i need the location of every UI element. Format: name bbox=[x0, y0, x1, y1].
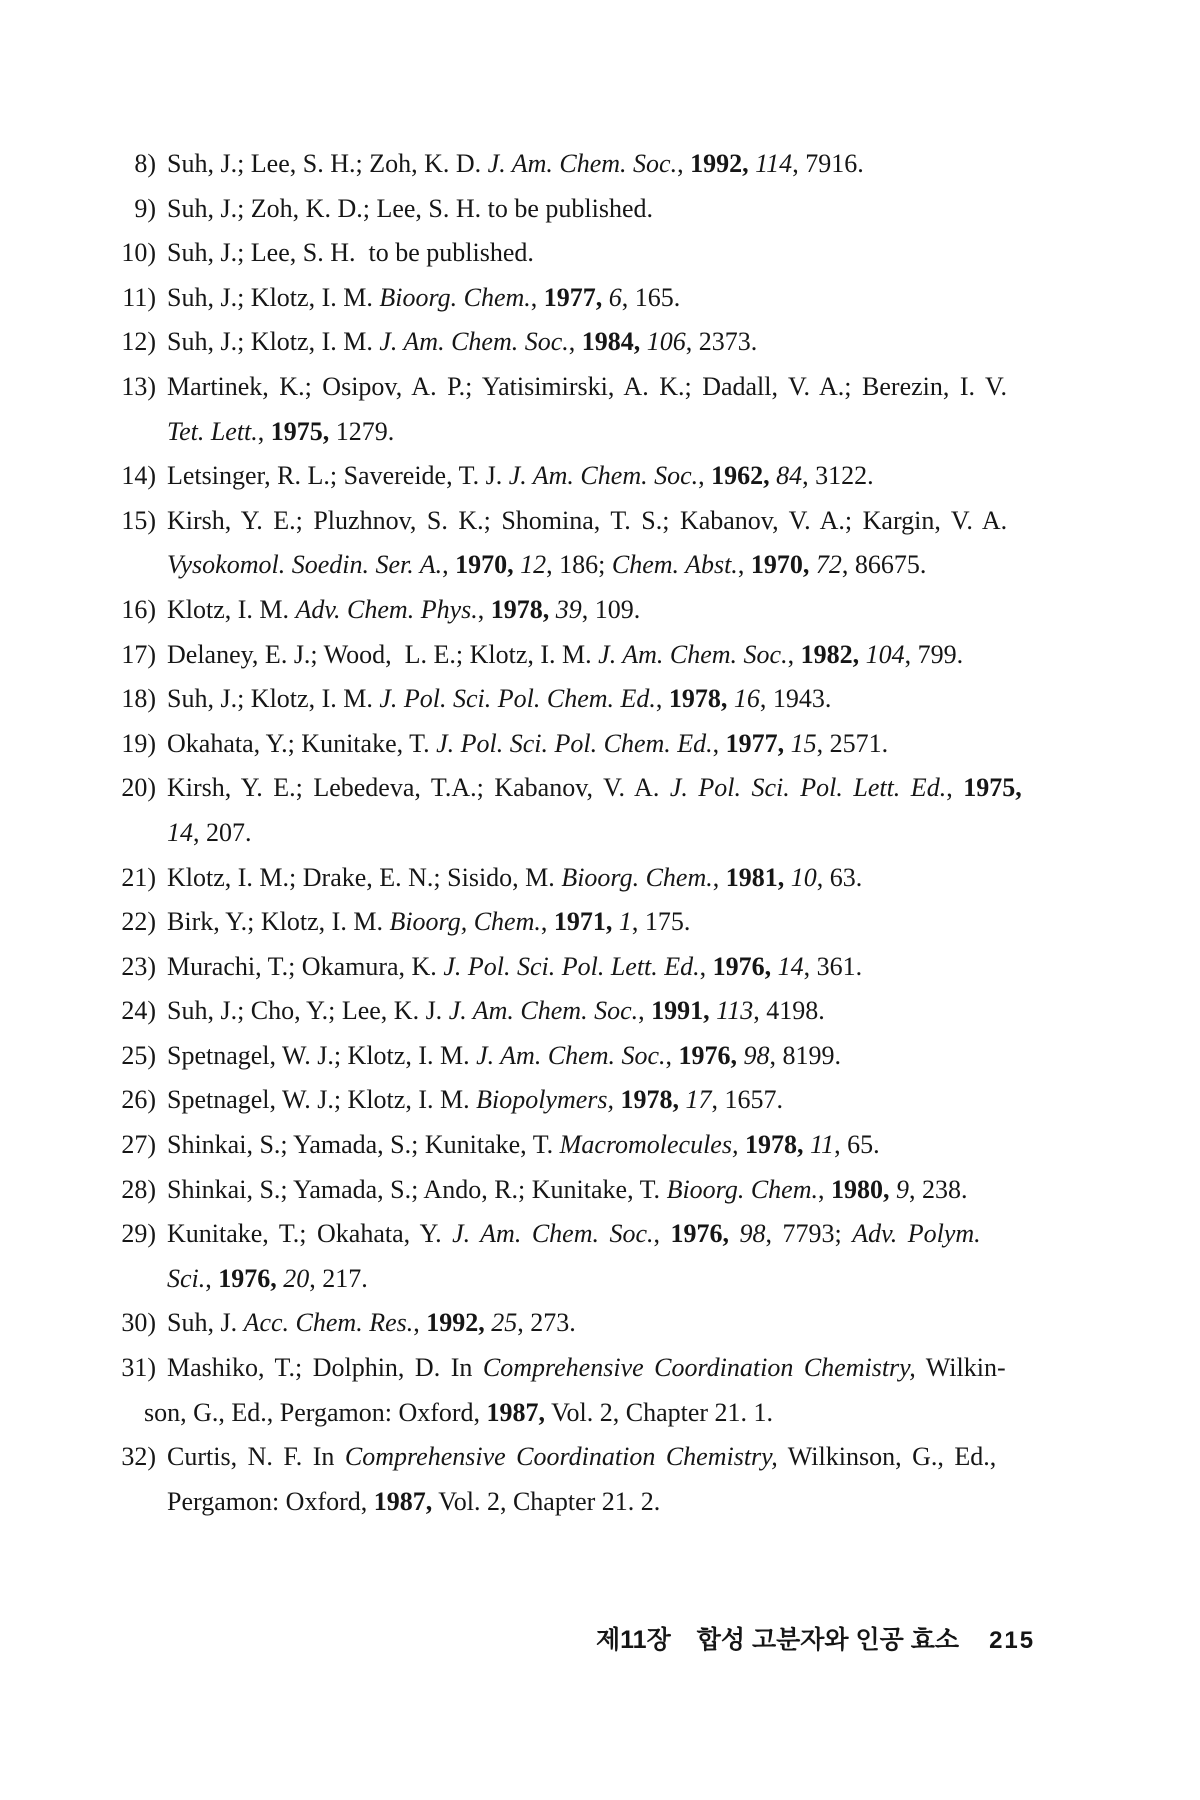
journal-or-volume-text: 39 bbox=[555, 594, 582, 624]
reference-text: , 86675. bbox=[841, 550, 927, 580]
journal-or-volume-text: Comprehensive Coordination Chemistry, bbox=[482, 1353, 916, 1383]
reference-line bbox=[110, 989, 1120, 1034]
reference-text: , 186; bbox=[546, 550, 612, 580]
year-text: 1982, bbox=[800, 639, 860, 669]
journal-or-volume-text: 6 bbox=[608, 282, 622, 312]
year-text: 1975, bbox=[270, 416, 330, 446]
journal-or-volume-text: 72 bbox=[815, 550, 842, 580]
reference-line bbox=[110, 1034, 1120, 1079]
reference-text: Pergamon: Oxford, bbox=[167, 1486, 374, 1516]
reference-text: , 1657. bbox=[711, 1085, 784, 1115]
year-text: 1976, bbox=[218, 1263, 277, 1293]
page-footer bbox=[596, 1620, 1035, 1656]
journal-or-volume-text: Adv. Chem. Phys. bbox=[295, 594, 478, 624]
journal-or-volume-text: J. Am. Chem. Soc. bbox=[448, 996, 639, 1026]
reference-text: , 4198. bbox=[753, 996, 825, 1026]
reference-line bbox=[110, 677, 1120, 722]
year-text: 1987, bbox=[486, 1397, 546, 1427]
year-text: 1971, bbox=[553, 907, 613, 937]
year-text: 1970, bbox=[455, 550, 514, 580]
reference-line bbox=[110, 142, 1120, 187]
reference-text: , bbox=[677, 149, 691, 178]
reference-line bbox=[110, 722, 1120, 767]
reference-text: Wilkinson, G., Ed., bbox=[777, 1442, 997, 1472]
reference-text: Delaney, E. J.; Wood, L. E.; Klotz, I. M. bbox=[167, 639, 599, 669]
reference-text: , 799. bbox=[904, 639, 964, 669]
reference-line bbox=[110, 1078, 1120, 1123]
journal-or-volume-text: 17 bbox=[685, 1085, 712, 1115]
reference-number: 12) bbox=[121, 327, 156, 357]
journal-or-volume-text: 11 bbox=[809, 1130, 835, 1160]
journal-or-volume-text: 14 bbox=[167, 817, 193, 847]
reference-text: , 361. bbox=[803, 951, 863, 981]
year-text: 1978, bbox=[668, 684, 728, 714]
journal-or-volume-text: J. Am. Chem. Soc. bbox=[598, 639, 788, 669]
reference-text: , 8199. bbox=[769, 1040, 842, 1070]
reference-text: Suh, J.; Klotz, I. M. bbox=[167, 684, 380, 714]
reference-text: , bbox=[712, 728, 726, 758]
reference-text: Kirsh, Y. E.; Lebedeva, T.A.; Kabanov, V. A. bbox=[167, 773, 670, 803]
reference-number: 22) bbox=[121, 907, 156, 937]
reference-line bbox=[110, 900, 1120, 945]
journal-or-volume-text: Macromolecules, bbox=[559, 1130, 739, 1160]
reference-number: 28) bbox=[121, 1174, 156, 1204]
reference-text: , bbox=[638, 996, 652, 1026]
journal-or-volume-text: 12 bbox=[520, 550, 547, 580]
reference-text: Suh, J.; Cho, Y.; Lee, K. J. bbox=[167, 996, 449, 1026]
journal-or-volume-text: J. Am. Chem. Soc. bbox=[452, 1219, 654, 1249]
reference-continuation-line bbox=[110, 1257, 1120, 1302]
journal-or-volume-text: Biopolymers, bbox=[476, 1085, 615, 1115]
reference-number: 17) bbox=[121, 639, 156, 669]
reference-number: 31) bbox=[121, 1353, 156, 1383]
reference-line bbox=[110, 1168, 1120, 1213]
reference-number: 16) bbox=[121, 594, 156, 624]
year-text: 1977, bbox=[543, 282, 603, 312]
reference-continuation-line bbox=[110, 410, 1120, 455]
reference-continuation-line bbox=[110, 811, 1120, 856]
reference-line bbox=[110, 231, 1120, 276]
year-text: 1978, bbox=[744, 1130, 804, 1160]
journal-or-volume-text: Vysokomol. Soedin. Ser. A. bbox=[167, 550, 443, 580]
year-text: 1978, bbox=[620, 1085, 680, 1115]
journal-or-volume-text: Adv. Polym. bbox=[852, 1219, 981, 1249]
reference-text: Suh, J.; Lee, S. H. to be published. bbox=[167, 238, 534, 268]
reference-text: Kunitake, T.; Okahata, Y. bbox=[167, 1219, 453, 1249]
journal-or-volume-text: Comprehensive Coordination Chemistry, bbox=[344, 1442, 778, 1472]
reference-line bbox=[110, 1123, 1120, 1168]
year-text: 1978, bbox=[490, 594, 550, 624]
reference-text: Curtis, N. F. In bbox=[167, 1442, 345, 1472]
reference-text: , bbox=[257, 416, 271, 446]
reference-number: 11) bbox=[122, 282, 156, 312]
year-text: 1981, bbox=[725, 862, 785, 892]
reference-text: , 3122. bbox=[802, 461, 874, 491]
reference-line bbox=[110, 945, 1120, 990]
reference-text: , bbox=[946, 773, 964, 803]
reference-list bbox=[110, 142, 1120, 1524]
year-text: 1987, bbox=[373, 1486, 433, 1516]
reference-text: , bbox=[712, 862, 726, 892]
reference-line bbox=[110, 766, 1120, 811]
reference-number: 30) bbox=[121, 1308, 156, 1338]
reference-text: Suh, J. bbox=[167, 1308, 244, 1338]
reference-text: , bbox=[787, 639, 801, 669]
year-text: 1992, bbox=[690, 149, 749, 178]
reference-text bbox=[729, 1219, 740, 1248]
journal-or-volume-text: 114 bbox=[755, 149, 793, 178]
reference-text: Suh, J.; Zoh, K. D.; Lee, S. H. to be published. bbox=[167, 193, 654, 223]
journal-or-volume-text: J. Pol. Sci. Pol. Chem. Ed. bbox=[379, 684, 656, 714]
reference-text: , bbox=[530, 282, 544, 312]
journal-or-volume-text: 10 bbox=[790, 862, 817, 892]
reference-line bbox=[110, 499, 1120, 544]
journal-or-volume-text: Tet. Lett. bbox=[167, 416, 258, 446]
reference-line bbox=[110, 276, 1120, 321]
reference-text: Mashiko, T.; Dolphin, D. In bbox=[167, 1353, 483, 1383]
reference-text: Suh, J.; Klotz, I. M. bbox=[167, 327, 380, 357]
year-text: 1962, bbox=[711, 461, 770, 491]
reference-number: 9) bbox=[134, 193, 156, 223]
year-text: 1976, bbox=[712, 951, 772, 981]
reference-line bbox=[110, 856, 1120, 901]
reference-text: Suh, J.; Lee, S. H.; Zoh, K. D. bbox=[167, 149, 488, 178]
journal-or-volume-text: 104 bbox=[865, 639, 905, 669]
journal-or-volume-text: J. Am. Chem. Soc. bbox=[476, 1040, 666, 1070]
reference-text: , bbox=[698, 461, 712, 491]
journal-or-volume-text: J. Pol. Sci. Pol. Lett. Ed. bbox=[669, 773, 947, 803]
reference-text: Spetnagel, W. J.; Klotz, I. M. bbox=[167, 1085, 477, 1115]
reference-number: 18) bbox=[121, 684, 156, 714]
reference-number: 29) bbox=[121, 1219, 156, 1249]
reference-number: 23) bbox=[121, 951, 156, 981]
journal-or-volume-text: 1 bbox=[618, 907, 632, 937]
reference-continuation-line bbox=[110, 1480, 1120, 1525]
reference-text: , bbox=[737, 550, 751, 580]
reference-line bbox=[110, 1301, 1120, 1346]
reference-line bbox=[110, 633, 1120, 678]
reference-text: Shinkai, S.; Yamada, S.; Kunitake, T. bbox=[167, 1130, 560, 1160]
journal-or-volume-text: 14 bbox=[777, 951, 804, 981]
reference-number: 24) bbox=[121, 996, 156, 1026]
reference-text: , 217. bbox=[309, 1263, 368, 1293]
reference-text: , 7793; bbox=[765, 1219, 853, 1249]
reference-number: 32) bbox=[121, 1442, 156, 1472]
reference-number: 19) bbox=[121, 728, 156, 758]
year-text: 1976, bbox=[670, 1219, 730, 1249]
reference-text: , bbox=[665, 1040, 679, 1070]
reference-text: , 175. bbox=[631, 907, 691, 937]
reference-text: , 2373. bbox=[685, 327, 758, 357]
reference-number: 21) bbox=[121, 862, 156, 892]
reference-text: , 1943. bbox=[759, 684, 832, 714]
journal-or-volume-text: 84 bbox=[776, 461, 803, 491]
reference-line bbox=[110, 187, 1120, 232]
journal-or-volume-text: J. Pol. Sci. Pol. Lett. Ed. bbox=[443, 951, 700, 981]
reference-number: 27) bbox=[121, 1130, 156, 1160]
journal-or-volume-text: 98 bbox=[739, 1219, 766, 1249]
reference-text: , bbox=[540, 907, 554, 937]
reference-line bbox=[110, 454, 1120, 499]
year-text: 1991, bbox=[651, 996, 710, 1026]
reference-text: , bbox=[653, 1219, 671, 1249]
reference-text: Shinkai, S.; Yamada, S.; Ando, R.; Kunitake, T. bbox=[167, 1174, 667, 1204]
reference-text: , 273. bbox=[517, 1308, 576, 1338]
reference-number: 20) bbox=[121, 773, 156, 803]
year-text: 1977, bbox=[725, 728, 785, 758]
journal-or-volume-text: 25 bbox=[491, 1308, 518, 1338]
reference-number: 13) bbox=[121, 371, 156, 401]
reference-text: , bbox=[817, 1174, 831, 1204]
year-text: 1976, bbox=[678, 1040, 738, 1070]
chapter-title: 합성 고분자와 인공 효소 bbox=[696, 1626, 960, 1654]
reference-text: , 63. bbox=[816, 862, 863, 892]
reference-text: Birk, Y.; Klotz, I. M. bbox=[167, 907, 390, 937]
reference-text: , bbox=[699, 951, 713, 981]
journal-or-volume-text: Sci. bbox=[167, 1263, 206, 1293]
reference-text: Vol. 2, Chapter 21. 2. bbox=[432, 1486, 661, 1516]
reference-line bbox=[110, 1435, 1120, 1480]
year-text: 1984, bbox=[581, 327, 641, 357]
reference-number: 26) bbox=[121, 1085, 156, 1115]
reference-text: 1279. bbox=[329, 416, 395, 446]
journal-or-volume-text: Bioorg. Chem. bbox=[561, 862, 713, 892]
reference-text: , bbox=[655, 684, 669, 714]
reference-text: , 238. bbox=[908, 1174, 968, 1204]
reference-text: , 109. bbox=[581, 594, 641, 624]
reference-text: Okahata, Y.; Kunitake, T. bbox=[167, 728, 437, 758]
journal-or-volume-text: 20 bbox=[283, 1263, 310, 1293]
reference-number: 25) bbox=[121, 1040, 156, 1070]
reference-line bbox=[110, 1212, 1120, 1257]
reference-text: , 65. bbox=[834, 1130, 880, 1160]
reference-text: , 165. bbox=[621, 282, 681, 312]
journal-or-volume-text: 16 bbox=[733, 684, 760, 714]
reference-text: Letsinger, R. L.; Savereide, T. J. bbox=[167, 461, 509, 491]
journal-or-volume-text: Chem. Abst. bbox=[611, 550, 738, 580]
reference-text: Kirsh, Y. E.; Pluzhnov, S. K.; Shomina, T. S.; Kabanov, V. A.; Kargin, V. A. bbox=[167, 505, 1008, 535]
journal-or-volume-text: J. Am. Chem. Soc. bbox=[379, 327, 569, 357]
reference-text: , 7916. bbox=[792, 149, 864, 178]
reference-number: 10) bbox=[121, 238, 156, 268]
reference-continuation-line bbox=[110, 543, 1120, 588]
reference-text: , bbox=[568, 327, 582, 357]
journal-or-volume-text: J. Am. Chem. Soc. bbox=[487, 149, 678, 178]
journal-or-volume-text: Acc. Chem. Res. bbox=[243, 1308, 414, 1338]
journal-or-volume-text: 98 bbox=[743, 1040, 770, 1070]
reference-continuation-line bbox=[110, 1391, 1120, 1436]
year-text: 1975, bbox=[963, 773, 1022, 803]
journal-or-volume-text: Bioorg. Chem. bbox=[666, 1174, 818, 1204]
journal-or-volume-text: 9 bbox=[895, 1174, 909, 1204]
year-text: 1970, bbox=[750, 550, 810, 580]
year-text: 1992, bbox=[426, 1308, 485, 1338]
journal-or-volume-text: Bioorg, Chem. bbox=[389, 907, 541, 937]
reference-text: , bbox=[477, 594, 491, 624]
journal-or-volume-text: 106 bbox=[646, 327, 686, 357]
reference-text: Martinek, K.; Osipov, A. P.; Yatisimirski, A. K.; Dadall, V. A.; Berezin, I. V. bbox=[167, 371, 1007, 401]
reference-text: , 207. bbox=[193, 817, 252, 847]
reference-text: Vol. 2, Chapter 21. 1. bbox=[545, 1397, 774, 1427]
reference-text: , bbox=[413, 1308, 427, 1338]
reference-line bbox=[110, 365, 1120, 410]
reference-text: Suh, J.; Klotz, I. M. bbox=[167, 282, 380, 312]
journal-or-volume-text: J. Pol. Sci. Pol. Chem. Ed. bbox=[436, 728, 713, 758]
reference-line bbox=[110, 1346, 1120, 1391]
reference-number: 15) bbox=[121, 505, 156, 535]
reference-number: 8) bbox=[134, 149, 156, 178]
reference-text: Klotz, I. M. bbox=[167, 594, 296, 624]
journal-or-volume-text: Bioorg. Chem. bbox=[379, 282, 531, 312]
page-number: 215 bbox=[989, 1627, 1036, 1654]
reference-text: Murachi, T.; Okamura, K. bbox=[167, 951, 444, 981]
reference-text: , bbox=[442, 550, 456, 580]
journal-or-volume-text: 113 bbox=[716, 996, 754, 1026]
journal-or-volume-text: 15 bbox=[790, 728, 817, 758]
year-text: 1980, bbox=[830, 1174, 890, 1204]
reference-line bbox=[110, 320, 1120, 365]
reference-text: son, G., Ed., Pergamon: Oxford, bbox=[144, 1397, 487, 1427]
reference-text: , bbox=[205, 1263, 219, 1293]
reference-text: Wilkin- bbox=[915, 1353, 1006, 1383]
reference-text: Klotz, I. M.; Drake, E. N.; Sisido, M. bbox=[167, 862, 562, 892]
reference-number: 14) bbox=[121, 461, 156, 491]
journal-or-volume-text: J. Am. Chem. Soc. bbox=[508, 461, 699, 491]
reference-text: , 2571. bbox=[816, 728, 889, 758]
reference-text: Spetnagel, W. J.; Klotz, I. M. bbox=[167, 1040, 477, 1070]
reference-line bbox=[110, 588, 1120, 633]
chapter-label: 제11장 bbox=[596, 1626, 671, 1654]
